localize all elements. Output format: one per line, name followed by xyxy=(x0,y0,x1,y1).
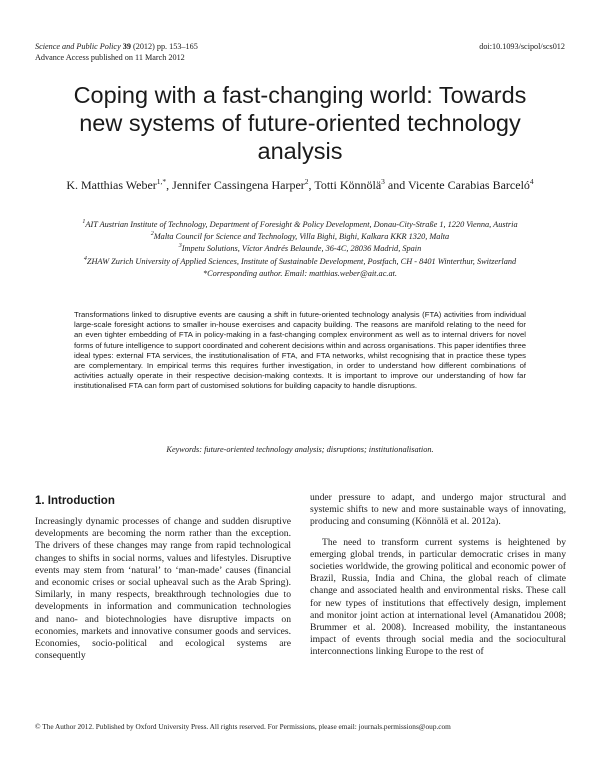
body-column-left xyxy=(35,492,291,662)
affiliation-text: Malta Council for Science and Technology, Villa Bighi, Bighi, Kalkara KKR 1320, Malta xyxy=(153,232,450,242)
journal-name: Science and Public Policy xyxy=(35,42,121,51)
journal-volume: 39 xyxy=(122,42,131,51)
affiliation-text: AIT Austrian Institute of Technology, Department of Foresight & Policy Development, Donau-City-Straße 1, 1220 Vienna, Austria xyxy=(85,220,518,229)
keywords: Keywords: future-oriented technology analysis; disruptions; institutionalisation. xyxy=(166,445,434,454)
paper-title: Coping with a fast-changing world: Towards new systems of future-oriented technology analysis xyxy=(73,82,527,164)
author-1-affiliation-mark: 1,* xyxy=(156,177,167,186)
advance-access-line: Advance Access published on 11 March 2012 xyxy=(35,52,185,62)
journal-year-pages: (2012) pp. 153–165 xyxy=(130,42,198,51)
author-3: Totti Könnölä xyxy=(314,178,382,192)
affiliation-3 xyxy=(60,243,540,255)
affiliation-mark: 4 xyxy=(83,255,87,262)
author-4: Vicente Carabias Barceló xyxy=(408,178,530,192)
body-column-right xyxy=(310,492,566,659)
author-2: Jennifer Cassingena Harper xyxy=(172,178,305,192)
affiliations xyxy=(60,219,540,280)
author-2-affiliation-mark: 2 xyxy=(304,177,309,186)
affiliation-text: ZHAW Zurich University of Applied Sciences, Institute of Sustainable Development, Postfach, CH - 8401 Winterthur, Switzerland xyxy=(86,256,517,266)
corresponding-author: *Corresponding author. Email: matthias.weber@ait.ac.at. xyxy=(202,268,397,278)
author-list xyxy=(60,178,540,194)
affiliation-4 xyxy=(60,256,540,268)
affiliation-mark: 3 xyxy=(178,243,182,250)
copyright-footer: © The Author 2012. Published by Oxford University Press. All rights reserved. For Permissions, please email: journals.permissions@oup.com xyxy=(35,722,451,731)
body-paragraph: Increasingly dynamic processes of change and sudden disruptive developments are becoming the norm rather than the exception. The drivers of these changes may range from rapid technological changes to shifts in social norms, values and lifestyles. Disruptive events may stem from ‘natural’ to ‘man-made’ causes (financial and economic crises or social upheaval such as the Arab Spring). Similarly, in many respects, breakthrough technologies due to developments in information and communication technologies and nano- and biotechnologies have disruptive impacts on economies, markets and innovative consumer goods and services. Economies, socio-political and ecological systems are consequently xyxy=(35,516,291,662)
author-1: K. Matthias Weber xyxy=(66,178,157,192)
affiliation-mark: 1 xyxy=(82,219,86,226)
author-3-affiliation-mark: 3 xyxy=(381,177,385,186)
section-heading: 1. Introduction xyxy=(35,495,115,507)
affiliation-1 xyxy=(60,219,540,231)
body-paragraph: under pressure to adapt, and undergo major structural and systemic shifts to new and more sustainable ways of innovating, producing and consuming (Könnölä et al. 2012a). xyxy=(310,492,566,528)
author-separator: , xyxy=(308,178,315,192)
abstract: Transformations linked to disruptive events are causing a shift in future-oriented technology analysis (FTA) activities from individual large-scale foresight actions to smaller in-house exercises and capacity building. The reasons are manifold relating to the need for an even tighter embedding of FTA in policy-making in a fast-changing complex environment as well as to internal drivers for novel forms of future intelligence to support coordinated and coherent decisions within and across organisations. This paper identifies three ideal types: external FTA services, the institutionalisation of FTA, and FTA networks, whilst recognising that in practice these types are complementary. In empirical terms this requires further investigation, in order to understand how different combinations of activities actually operate in their respective decision-making contexts. It is important to improve our understanding of how far institutionalised FTA can form part of customised solutions for building capacity to handle disruptions. xyxy=(74,310,526,391)
doi: doi:10.1093/scipol/scs012 xyxy=(479,42,565,51)
affiliation-2 xyxy=(60,231,540,243)
author-4-affiliation-mark: 4 xyxy=(529,177,534,186)
author-separator: and xyxy=(384,178,409,192)
affiliation-mark: 2 xyxy=(150,231,154,238)
author-separator: , xyxy=(166,178,173,192)
running-header xyxy=(35,42,198,63)
body-paragraph: The need to transform current systems is heightened by emerging global trends, in particular democratic crises in many societies worldwide, the growing political and economic power of Brazil, Russia, India and China, the global reach of climate change and associated health and environmental risks. These call for new types of institutions that effectively design, implement and monitor joint action at international level (Amanatidou 2008; Brummer et al. 2008). Increased mobility, the instantaneous impact of events through social media and the sociocultural interconnections linking Europe to the rest of xyxy=(310,536,566,658)
affiliation-text: Impetu Solutions, Víctor Andrés Belaunde, 36-4C, 28036 Madrid, Spain xyxy=(181,244,422,254)
